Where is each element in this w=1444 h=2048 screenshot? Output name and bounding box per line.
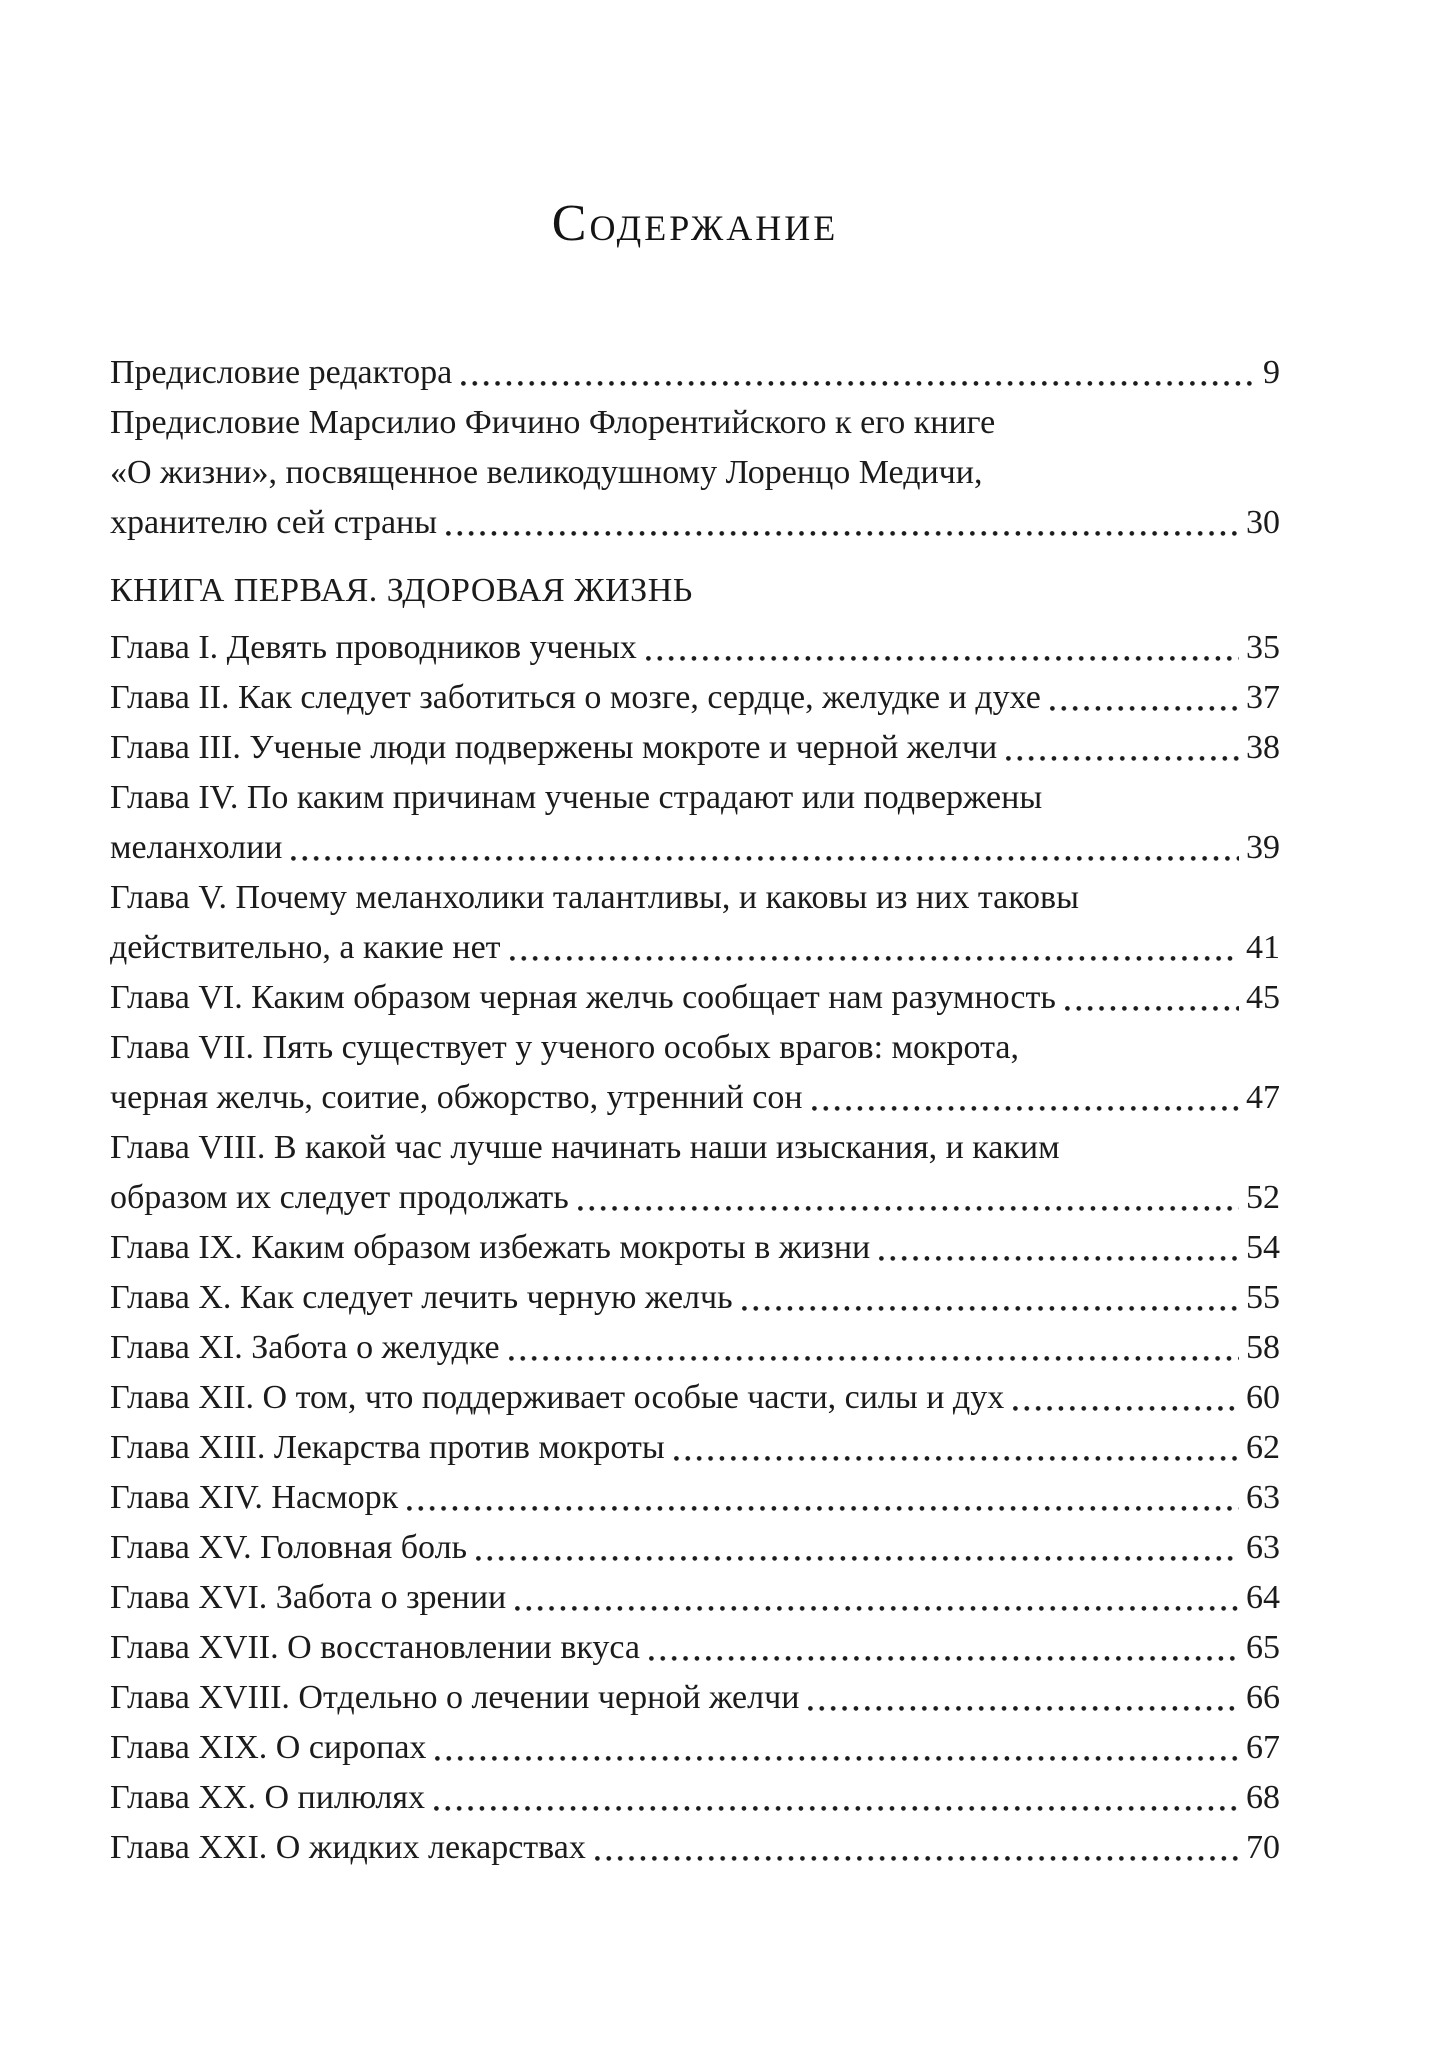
toc-entry-last-line (110, 1223, 1280, 1273)
toc-entry-title: Глава XXI. О жидких лекарствах (110, 1829, 586, 1866)
toc-page-number: 63 (1246, 1479, 1280, 1516)
toc-page-number: 67 (1246, 1729, 1280, 1766)
toc-entry (110, 1423, 1280, 1473)
toc-entry-last-line (110, 973, 1280, 1023)
toc-entry-title: Глава X. Как следует лечить черную желчь (110, 1279, 733, 1316)
dot-leader (1065, 1006, 1239, 1011)
toc-entry-last-line (110, 1373, 1280, 1423)
toc-entry-title: Глава I. Девять проводников ученых (110, 629, 637, 666)
toc-entry-last-line (110, 1173, 1280, 1223)
toc-page-number: 60 (1246, 1379, 1280, 1416)
dot-leader (446, 531, 1239, 536)
toc-entry-last-line (110, 498, 1280, 548)
dot-leader (879, 1256, 1239, 1261)
toc-page-number: 47 (1246, 1079, 1280, 1116)
dot-leader (1050, 706, 1239, 711)
toc-entry-title: хранителю сей страны (110, 504, 438, 541)
dot-leader (435, 1756, 1239, 1761)
toc-entry (110, 623, 1280, 673)
toc-entry (110, 398, 1280, 548)
toc-entry-last-line (110, 1423, 1280, 1473)
toc-entry-title: Глава II. Как следует заботиться о мозге, сердце, желудке и духе (110, 679, 1041, 716)
dot-leader (742, 1306, 1239, 1311)
toc-entry (110, 1773, 1280, 1823)
dot-leader (461, 381, 1256, 386)
toc-entry (110, 1223, 1280, 1273)
toc-page-number: 63 (1246, 1529, 1280, 1566)
dot-leader (595, 1856, 1239, 1861)
toc-page-number: 58 (1246, 1329, 1280, 1366)
toc-entry-last-line (110, 1823, 1280, 1873)
toc-section-heading: КНИГА ПЕРВАЯ. ЗДОРОВАЯ ЖИЗНЬ (110, 572, 693, 609)
toc-entry-last-line (110, 923, 1280, 973)
toc-entry-title: Глава III. Ученые люди подвержены мокроте и черной желчи (110, 729, 998, 766)
toc-page-number: 68 (1246, 1779, 1280, 1816)
toc-entry-last-line (110, 1273, 1280, 1323)
toc-entry-last-line (110, 1673, 1280, 1723)
dot-leader (674, 1456, 1239, 1461)
toc-entry (110, 348, 1280, 398)
toc-page-number: 55 (1246, 1279, 1280, 1316)
dot-leader (1006, 756, 1239, 761)
toc-entry-title: Глава XI. Забота о желудке (110, 1329, 500, 1366)
dot-leader (434, 1806, 1239, 1811)
toc-entry-title: черная желчь, соитие, обжорство, утренний сон (110, 1079, 803, 1116)
toc-entry (110, 873, 1280, 973)
toc-entry-last-line (110, 1323, 1280, 1373)
toc-page-number: 65 (1246, 1629, 1280, 1666)
toc-entry-last-line (110, 1523, 1280, 1573)
toc-entry (110, 1673, 1280, 1723)
toc-entry (110, 1523, 1280, 1573)
toc-entry-last-line (110, 723, 1280, 773)
toc-entry (110, 1273, 1280, 1323)
toc-entry-last-line (110, 1473, 1280, 1523)
toc-entry (110, 1373, 1280, 1423)
dot-leader (476, 1556, 1239, 1561)
toc-page-number: 30 (1246, 504, 1280, 541)
toc-entry-last-line (110, 1773, 1280, 1823)
toc-entry-last-line (110, 1623, 1280, 1673)
toc-entry-title: Глава XVI. Забота о зрении (110, 1579, 507, 1616)
toc-entry-title: меланхолии (110, 829, 283, 866)
toc-entry-title: Глава XV. Головная боль (110, 1529, 468, 1566)
toc-page-number: 70 (1246, 1829, 1280, 1866)
toc-entry (110, 723, 1280, 773)
toc-entry-text-line: Глава VII. Пять существует у ученого особых врагов: мокрота, (110, 1029, 1019, 1066)
dot-leader (515, 1606, 1239, 1611)
dot-leader (649, 1656, 1239, 1661)
toc-entry (110, 1723, 1280, 1773)
toc-entry (110, 773, 1280, 873)
toc-page-number: 35 (1246, 629, 1280, 666)
toc-entry-last-line (110, 1723, 1280, 1773)
toc-entry (110, 673, 1280, 723)
toc-page-number: 54 (1246, 1229, 1280, 1266)
toc-entry (110, 1573, 1280, 1623)
toc-page-number: 37 (1246, 679, 1280, 716)
dot-leader (808, 1706, 1239, 1711)
toc-entry-title: Глава XII. О том, что поддерживает особые части, силы и дух (110, 1379, 1005, 1416)
toc-entry-title: Глава XIX. О сиропах (110, 1729, 427, 1766)
toc-entry (110, 1473, 1280, 1523)
toc-entry (110, 1623, 1280, 1673)
page-title: Содержание (551, 195, 839, 252)
toc-entry-title: образом их следует продолжать (110, 1179, 569, 1216)
dot-leader (291, 856, 1239, 861)
toc-entry-text-line: Глава VIII. В какой час лучше начинать наши изыскания, и каким (110, 1129, 1060, 1166)
toc-page-number: 38 (1246, 729, 1280, 766)
toc-entry-text-line: Предисловие Марсилио Фичино Флорентийского к его книге (110, 404, 996, 441)
toc-page-number: 52 (1246, 1179, 1280, 1216)
toc-entry-title: Глава XVIII. Отдельно о лечении черной желчи (110, 1679, 800, 1716)
dot-leader (407, 1506, 1239, 1511)
toc-entry-text-line: «О жизни», посвященное великодушному Лоренцо Медичи, (110, 454, 983, 491)
toc-page-number: 9 (1263, 354, 1280, 391)
toc-entry (110, 973, 1280, 1023)
toc-entry (110, 1023, 1280, 1123)
toc-entry-last-line (110, 673, 1280, 723)
toc-entry-title: Глава XVII. О восстановлении вкуса (110, 1629, 641, 1666)
toc-entry-last-line (110, 823, 1280, 873)
toc-entry-title: Глава XIV. Насморк (110, 1479, 399, 1516)
toc-entry (110, 1823, 1280, 1873)
toc-entry-title: Глава VI. Каким образом черная желчь сообщает нам разумность (110, 979, 1056, 1016)
toc-entry-title: Глава XIII. Лекарства против мокроты (110, 1429, 665, 1466)
toc-entry-title: Глава XX. О пилюлях (110, 1779, 426, 1816)
toc-entry-last-line (110, 1573, 1280, 1623)
dot-leader (510, 956, 1239, 961)
dot-leader (812, 1106, 1239, 1111)
toc-entry-title: действительно, а какие нет (110, 929, 501, 966)
toc-entry-last-line (110, 348, 1280, 398)
toc-page-number: 41 (1246, 929, 1280, 966)
toc-entry-last-line (110, 623, 1280, 673)
toc-entry (110, 1323, 1280, 1373)
toc-page-number: 39 (1246, 829, 1280, 866)
dot-leader (646, 656, 1239, 661)
toc-page-number: 64 (1246, 1579, 1280, 1616)
toc-entry (110, 1123, 1280, 1223)
toc-page-number: 62 (1246, 1429, 1280, 1466)
dot-leader (578, 1206, 1239, 1211)
toc-entry-text-line: Глава V. Почему меланхолики талантливы, и каковы из них таковы (110, 879, 1079, 916)
toc-page-number: 66 (1246, 1679, 1280, 1716)
toc-entry-title: Предисловие редактора (110, 354, 453, 391)
toc-list (110, 348, 1280, 1873)
toc-entry-last-line (110, 1073, 1280, 1123)
dot-leader (1013, 1406, 1239, 1411)
toc-entry-text-line: Глава IV. По каким причинам ученые страдают или подвержены (110, 779, 1043, 816)
toc-entry-title: Глава IX. Каким образом избежать мокроты в жизни (110, 1229, 871, 1266)
dot-leader (509, 1356, 1239, 1361)
toc-page-number: 45 (1246, 979, 1280, 1016)
